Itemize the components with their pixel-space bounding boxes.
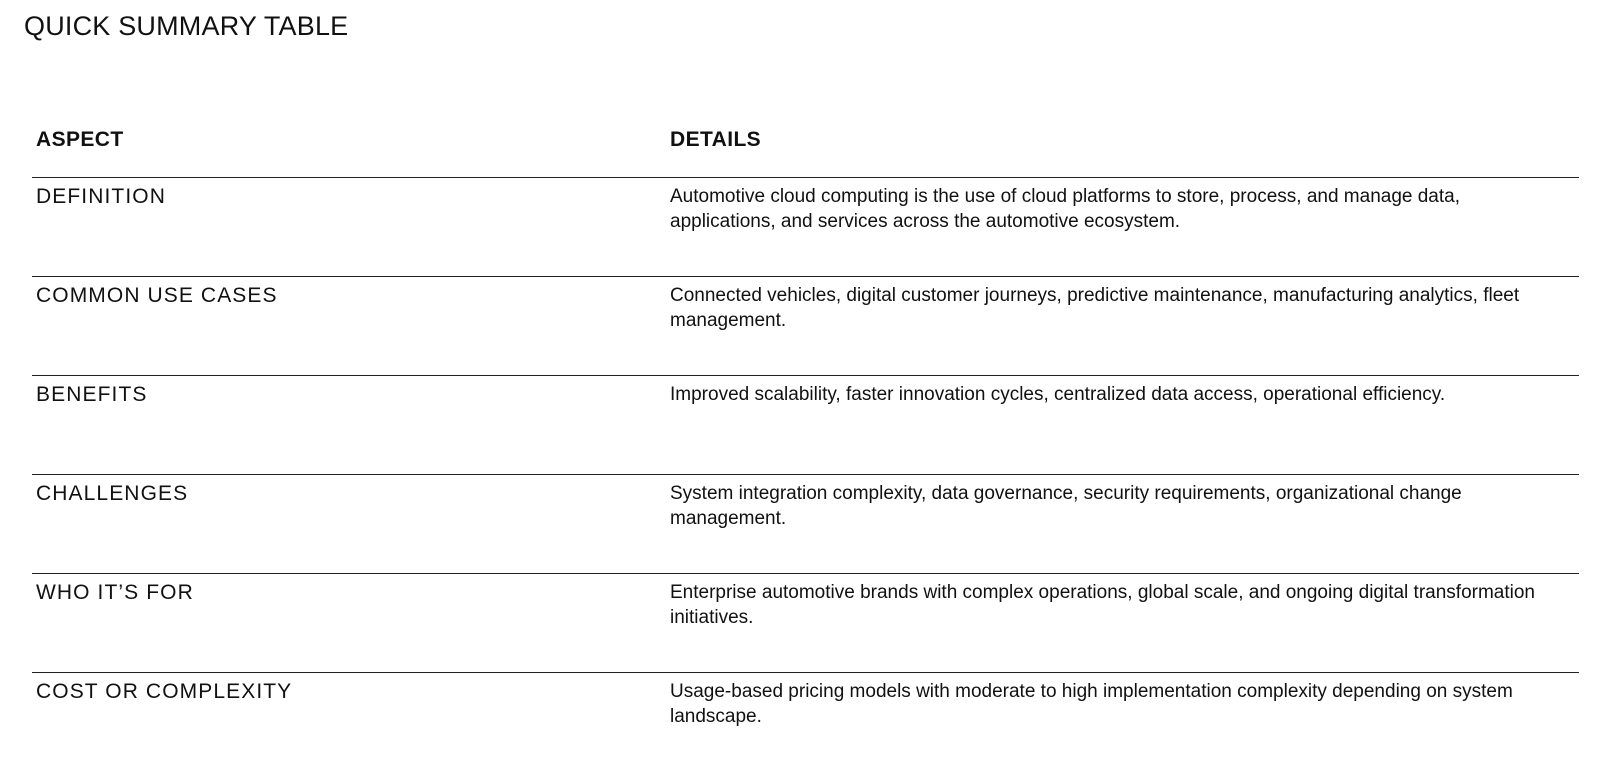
details-cell: System integration complexity, data governance, security requirements, organizational change management. (670, 483, 1462, 529)
summary-table (32, 124, 1579, 772)
table-row (32, 673, 1579, 772)
details-cell: Improved scalability, faster innovation cycles, centralized data access, operational efficiency. (670, 384, 1446, 405)
table-row (32, 574, 1579, 673)
details-cell: Connected vehicles, digital customer journeys, predictive maintenance, manufacturing analytics, fleet management. (670, 285, 1520, 331)
details-cell: Automotive cloud computing is the use of cloud platforms to store, process, and manage data, applications, and services across the automotive ecosystem. (670, 186, 1460, 232)
table-row (32, 277, 1579, 376)
column-header-aspect: ASPECT (36, 128, 124, 151)
aspect-cell: CHALLENGES (36, 482, 189, 505)
aspect-cell: DEFINITION (36, 185, 166, 208)
aspect-cell: BENEFITS (36, 383, 148, 406)
page-title: QUICK SUMMARY TABLE (24, 11, 349, 41)
table-header (32, 124, 1579, 178)
aspect-cell: COMMON USE CASES (36, 284, 278, 307)
column-header-details: DETAILS (670, 128, 762, 151)
aspect-cell: COST OR COMPLEXITY (36, 680, 293, 703)
details-cell: Enterprise automotive brands with complex operations, global scale, and ongoing digital transformation initiatives. (670, 582, 1535, 628)
table-row (32, 475, 1579, 574)
table-row (32, 376, 1579, 475)
table-row (32, 178, 1579, 277)
aspect-cell: WHO IT’S FOR (36, 581, 194, 604)
details-cell: Usage-based pricing models with moderate to high implementation complexity depending on system landscape. (670, 681, 1513, 727)
